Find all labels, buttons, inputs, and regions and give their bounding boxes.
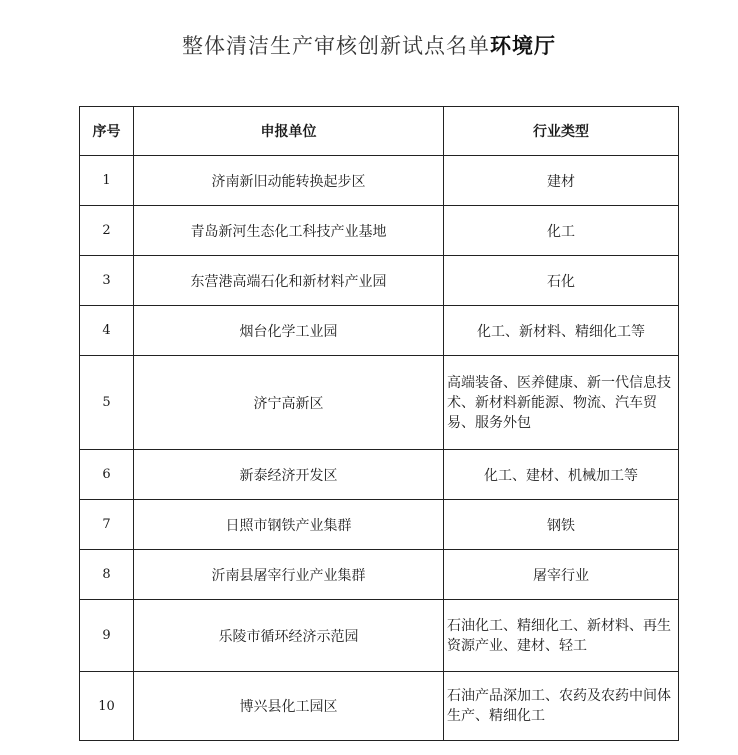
table-row: [80, 450, 679, 500]
table-header-row: [80, 107, 679, 156]
cell-unit: 济南新旧动能转换起步区: [134, 156, 444, 206]
cell-unit: 乐陵市循环经济示范园: [134, 600, 444, 672]
table-row: [80, 156, 679, 206]
cell-unit: 烟台化学工业园: [134, 306, 444, 356]
header-industry: 行业类型: [444, 107, 679, 156]
cell-no: 1: [80, 156, 134, 206]
cell-no: 3: [80, 256, 134, 306]
table-row: [80, 672, 679, 741]
table-row: [80, 256, 679, 306]
table-row: [80, 356, 679, 450]
cell-unit: 新泰经济开发区: [134, 450, 444, 500]
cell-no: 7: [80, 500, 134, 550]
cell-industry: 石油化工、精细化工、新材料、再生资源产业、建材、轻工: [444, 600, 679, 672]
cell-industry: 建材: [444, 156, 679, 206]
cell-unit: 沂南县屠宰行业产业集群: [134, 550, 444, 600]
title-main: 整体清洁生产审核创新试点名单: [182, 34, 490, 58]
cell-unit: 日照市钢铁产业集群: [134, 500, 444, 550]
table-row: [80, 550, 679, 600]
cell-industry: 石油产品深加工、农药及农药中间体生产、精细化工: [444, 672, 679, 741]
cell-industry: 屠宰行业: [444, 550, 679, 600]
cell-industry: 化工、建材、机械加工等: [444, 450, 679, 500]
cell-industry: 高端装备、医养健康、新一代信息技术、新材料新能源、物流、汽车贸易、服务外包: [444, 356, 679, 450]
header-no: 序号: [80, 107, 134, 156]
cell-unit: 博兴县化工园区: [134, 672, 444, 741]
cell-unit: 东营港高端石化和新材料产业园: [134, 256, 444, 306]
cell-no: 2: [80, 206, 134, 256]
cell-no: 6: [80, 450, 134, 500]
table-row: [80, 306, 679, 356]
cell-industry: 石化: [444, 256, 679, 306]
cell-industry: 化工: [444, 206, 679, 256]
pilot-list-table: [79, 106, 679, 741]
cell-no: 10: [80, 672, 134, 741]
cell-no: 5: [80, 356, 134, 450]
cell-unit: 青岛新河生态化工科技产业基地: [134, 206, 444, 256]
cell-industry: 化工、新材料、精细化工等: [444, 306, 679, 356]
table-row: [80, 600, 679, 672]
table-row: [80, 206, 679, 256]
table-row: [80, 500, 679, 550]
cell-no: 9: [80, 600, 134, 672]
title-suffix: 环境厅: [490, 34, 556, 58]
header-unit: 申报单位: [134, 107, 444, 156]
cell-no: 4: [80, 306, 134, 356]
cell-industry: 钢铁: [444, 500, 679, 550]
page-title: [0, 30, 738, 60]
cell-unit: 济宁高新区: [134, 356, 444, 450]
cell-no: 8: [80, 550, 134, 600]
